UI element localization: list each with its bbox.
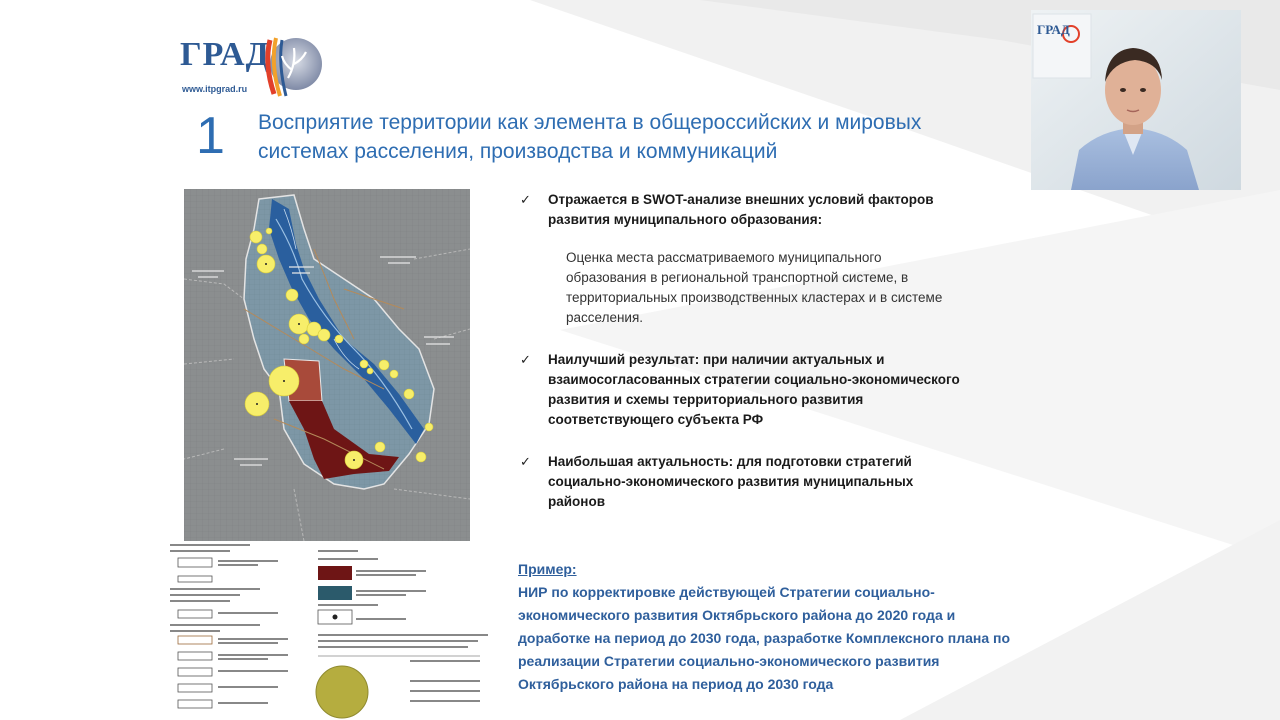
example-line: НИР по корректировке действующей Стратегии социально-: [518, 584, 935, 600]
slide-title-line: Восприятие территории как элемента в общероссийских и мировых: [258, 111, 922, 134]
logo-brand-text: ГРАД: [180, 36, 270, 73]
map-legend: [170, 540, 492, 720]
bullet-list: [518, 190, 1048, 524]
subtext-line: расселения.: [566, 310, 644, 325]
example-line: доработке на период до 2030 года, разработке Комплексного плана по: [518, 630, 1011, 646]
bullet-line: районов: [548, 494, 605, 509]
example-heading: Пример:: [518, 561, 577, 577]
checkmark-icon: ✓: [520, 192, 531, 207]
example-line: экономического развития Октябрьского района до 2020 года и: [518, 607, 956, 623]
example-line: реализации Стратегии социально-экономического развития: [518, 653, 940, 669]
bullet-line: социально-экономического развития муниципальных: [548, 474, 914, 489]
slide-number: 1: [196, 107, 225, 165]
logo-emblem-icon: [260, 34, 324, 100]
slide-title-line: системах расселения, производства и коммуникаций: [258, 140, 778, 163]
bullet-line: Отражается в SWOT-анализе внешних условий факторов: [548, 192, 934, 207]
checkmark-icon: ✓: [520, 454, 531, 469]
subtext-line: территориальных производственных кластерах и в системе: [566, 290, 943, 305]
grad-logo: [180, 34, 330, 104]
list-item: [518, 452, 1048, 512]
subtext-line: Оценка места рассматриваемого муниципального: [566, 250, 882, 265]
checkmark-icon: ✓: [520, 352, 531, 367]
webcam-video: [1031, 10, 1241, 190]
webcam-logo-text: ГРАД: [1037, 22, 1070, 37]
list-item: [518, 350, 1048, 430]
slide-title: [258, 108, 1028, 166]
example-line: Октябрьского района на период до 2030 года: [518, 676, 834, 692]
subtext-line: образования в региональной транспортной системе, в: [566, 270, 909, 285]
bullet-line: развития муниципального образования:: [548, 212, 823, 227]
bullet-line: взаимосогласованных стратегии социально-экономического: [548, 372, 960, 387]
logo-url: www.itpgrad.ru: [182, 84, 248, 94]
example-block: [518, 558, 1038, 696]
bullet-line: соответствующего субъекта РФ: [548, 412, 764, 427]
list-item: [518, 190, 1048, 230]
bullet-line: Наибольшая актуальность: для подготовки стратегий: [548, 454, 912, 469]
bullet-subtext: [518, 248, 1036, 328]
territory-map: [184, 189, 470, 541]
bullet-line: Наилучший результат: при наличии актуальных и: [548, 352, 885, 367]
bullet-line: развития и схемы территориального развития: [548, 392, 864, 407]
